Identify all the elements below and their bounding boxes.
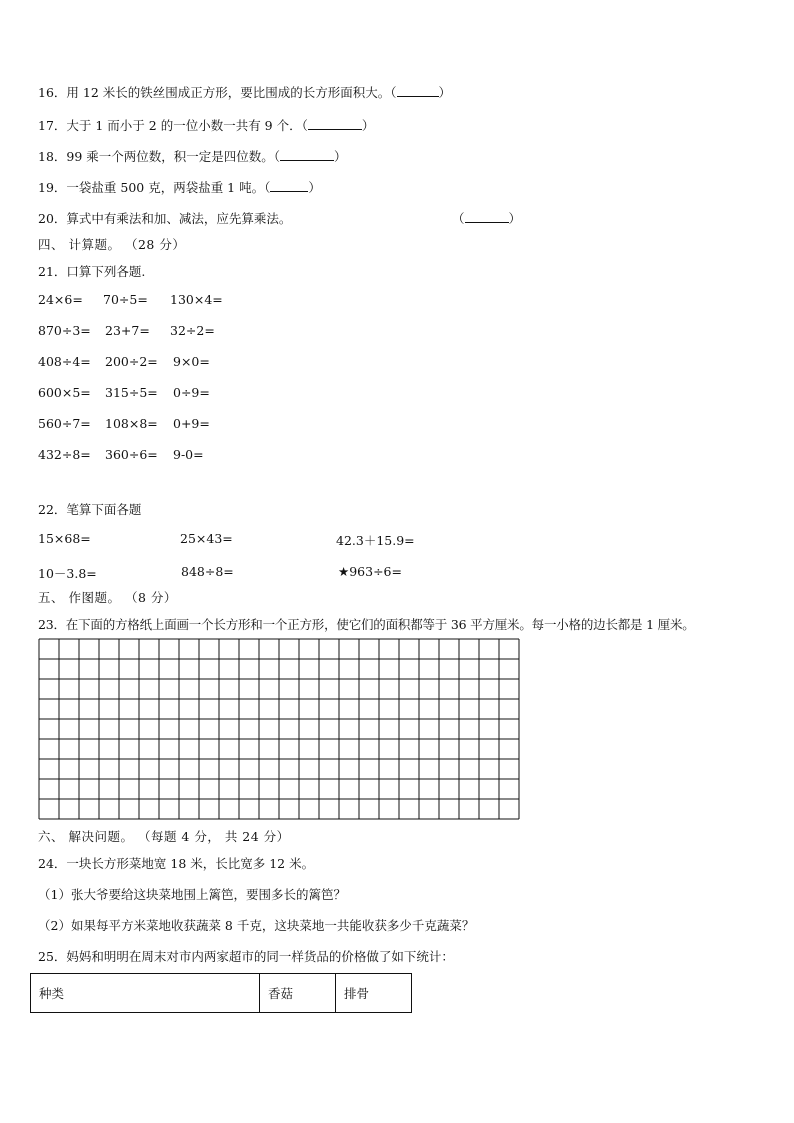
answer-blank-18[interactable] xyxy=(280,148,334,161)
oral-item: 130×4= xyxy=(170,292,223,307)
question-20-answer: （ ） xyxy=(452,211,522,226)
oral-row xyxy=(38,323,338,339)
question-17: 17．大于 1 而小于 2 的一位小数一共有 9 个．（ ） xyxy=(38,118,375,133)
oral-row xyxy=(38,292,338,308)
question-23: 23．在下面的方格纸上面画一个长方形和一个正方形，使它们的面积都等于 36 平方厘米。每一小格的边长都是 1 厘米。 xyxy=(38,617,695,632)
price-table xyxy=(30,973,412,1013)
oral-row xyxy=(38,447,338,463)
question-19-text: 19．一袋盐重 500 克，两袋盐重 1 吨。（ xyxy=(38,180,271,195)
written-row xyxy=(38,531,458,547)
question-19: 19．一袋盐重 500 克，两袋盐重 1 吨。（ ） xyxy=(38,180,321,195)
section-4-heading: 四、 计算题。 （28 分） xyxy=(38,237,186,252)
oral-item: 408÷4= xyxy=(38,354,91,369)
written-item: 848÷8= xyxy=(181,564,234,579)
oral-item: 200÷2= xyxy=(105,354,158,369)
question-21: 21．口算下列各题. xyxy=(38,264,146,279)
question-24-part-2: （2）如果每平方米菜地收获蔬菜 8 千克，这块菜地一共能收获多少千克蔬菜？ xyxy=(38,918,475,933)
question-22: 22．笔算下面各题 xyxy=(38,502,142,517)
question-20 xyxy=(38,209,291,227)
oral-item: 24×6= xyxy=(38,292,83,307)
question-17-text: 17．大于 1 而小于 2 的一位小数一共有 9 个．（ xyxy=(38,118,308,133)
answer-blank-16[interactable] xyxy=(397,84,439,97)
table-header-mushroom: 香菇 xyxy=(260,974,336,1013)
question-16-text: 16．用 12 米长的铁丝围成正方形，要比围成的长方形面积大。（ xyxy=(38,85,397,100)
written-item: 15×68= xyxy=(38,531,91,546)
grid-paper[interactable] xyxy=(38,638,520,820)
table-header-ribs: 排骨 xyxy=(336,974,412,1013)
oral-item: 32÷2= xyxy=(170,323,215,338)
written-item: ★963÷6= xyxy=(338,564,402,579)
oral-item: 315÷5= xyxy=(105,385,158,400)
table-header-category: 种类 xyxy=(31,974,260,1013)
oral-item: 360÷6= xyxy=(105,447,158,462)
question-20-text: 20．算式中有乘法和加、减法，应先算乘法。 xyxy=(38,211,292,226)
answer-blank-19[interactable] xyxy=(270,179,308,192)
oral-item: 9×0= xyxy=(173,354,210,369)
written-item: 25×43= xyxy=(180,531,233,546)
oral-item: 108×8= xyxy=(105,416,158,431)
table-row xyxy=(31,974,412,1013)
oral-item: 560÷7= xyxy=(38,416,91,431)
oral-row xyxy=(38,354,338,370)
oral-item: 870÷3= xyxy=(38,323,91,338)
oral-row xyxy=(38,385,338,401)
answer-blank-20[interactable] xyxy=(465,210,509,223)
answer-blank-17[interactable] xyxy=(308,117,362,130)
oral-item: 9-0= xyxy=(173,447,204,462)
question-24: 24．一块长方形菜地宽 18 米，长比宽多 12 米。 xyxy=(38,856,315,871)
oral-item: 70÷5= xyxy=(103,292,148,307)
written-item: 42.3＋15.9= xyxy=(336,533,415,548)
question-18: 18．99 乘一个两位数，积一定是四位数。（ ） xyxy=(38,149,347,164)
question-24-part-1: （1）张大爷要给这块菜地围上篱笆，要围多长的篱笆？ xyxy=(38,887,346,902)
oral-row xyxy=(38,416,338,432)
written-row xyxy=(38,564,458,580)
section-6-heading: 六、 解决问题。 （每题 4 分， 共 24 分） xyxy=(38,829,290,844)
section-5-heading: 五、 作图题。 （8 分） xyxy=(38,590,177,605)
question-16: 16．用 12 米长的铁丝围成正方形，要比围成的长方形面积大。（ ） xyxy=(38,85,452,100)
oral-item: 600×5= xyxy=(38,385,91,400)
oral-item: 23+7= xyxy=(105,323,150,338)
written-item: 10－3.8= xyxy=(38,566,97,581)
oral-item: 0+9= xyxy=(173,416,210,431)
question-25: 25．妈妈和明明在周末对市内两家超市的同一样货品的价格做了如下统计： xyxy=(38,949,454,964)
oral-item: 432÷8= xyxy=(38,447,91,462)
oral-item: 0÷9= xyxy=(173,385,210,400)
question-18-text: 18．99 乘一个两位数，积一定是四位数。（ xyxy=(38,149,281,164)
